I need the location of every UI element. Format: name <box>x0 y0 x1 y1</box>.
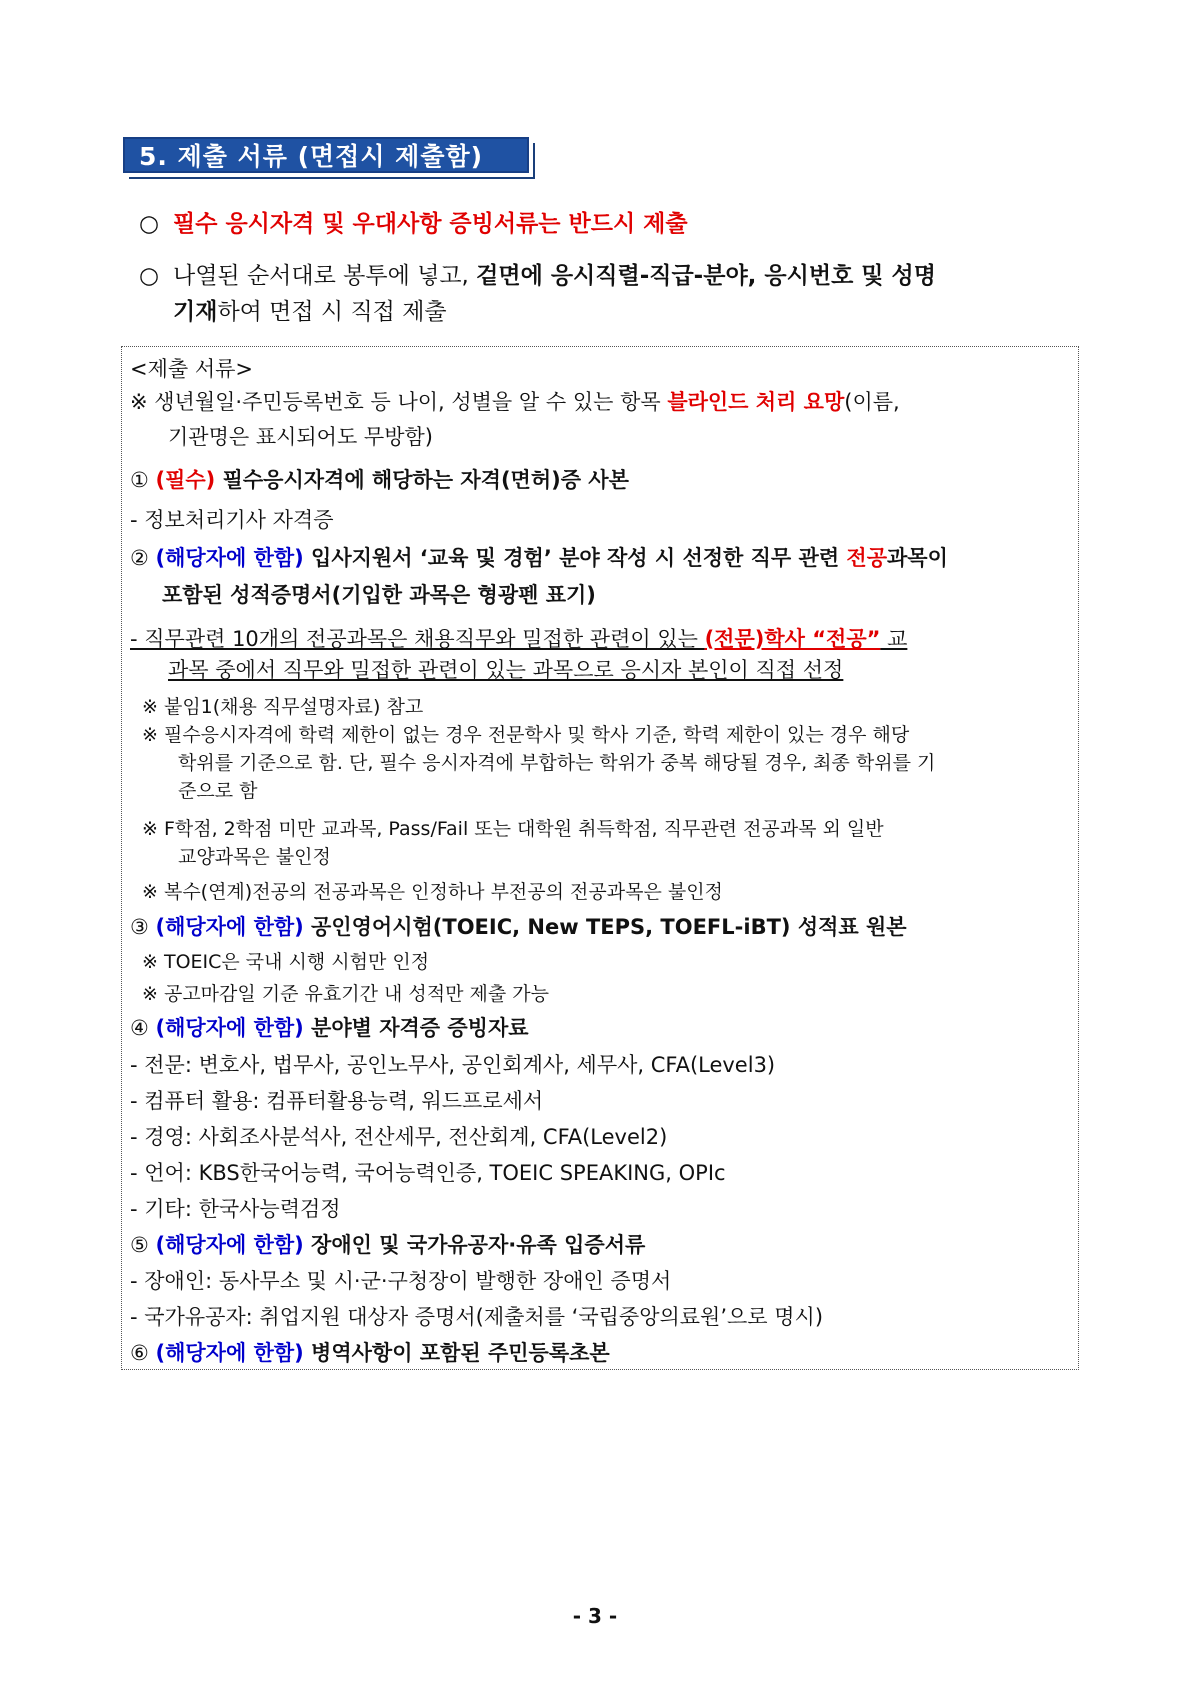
item-5 <box>130 1230 645 1261</box>
item-2-note3: ※ F학점, 2학점 미만 교과목, Pass/Fail 또는 대학원 취득학점, 직무관련 전공과목 외 일반 <box>142 818 884 840</box>
item-2-note3-cont: 교양과목은 불인정 <box>178 846 331 868</box>
item-4-title: 분야별 자격증 증빙자료 <box>303 1016 529 1040</box>
bullet-submission-cont <box>173 293 447 331</box>
item-5-tag: (해당자에 한함) <box>155 1233 304 1257</box>
item-2 <box>130 543 948 574</box>
item-4 <box>130 1013 529 1044</box>
item-2-title-b: 전공 <box>846 546 887 570</box>
item-1-num: ① <box>130 468 149 492</box>
item-4-sub: - 언어: KBS한국어능력, 국어능력인증, TOEIC SPEAKING, OPIc <box>130 1161 726 1185</box>
section-title: 5. 제출 서류 (면접시 제출함) <box>123 137 529 173</box>
note-blind-b: 블라인드 처리 요망 <box>667 390 845 414</box>
bullet-required-docs <box>139 205 688 243</box>
item-1-tag: (필수) <box>155 468 216 492</box>
item-2-sub1-c: 교 <box>880 627 908 651</box>
item-1 <box>130 465 629 496</box>
note-blind-a: ※ 생년월일·주민등록번호 등 나이, 성별을 알 수 있는 항목 <box>130 390 668 414</box>
item-2-tag: (해당자에 한함) <box>155 546 304 570</box>
item-2-sub1 <box>130 624 907 655</box>
item-3-note2: ※ 공고마감일 기준 유효기간 내 성적만 제출 가능 <box>142 983 549 1005</box>
item-5-sub2: - 국가유공자: 취업지원 대상자 증명서(제출처를 ‘국립중앙의료원’으로 명시) <box>130 1305 824 1329</box>
item-2-sub1-b: (전문)학사 “전공” <box>704 627 881 651</box>
circle-bullet-icon: ○ <box>139 263 160 289</box>
item-2-note1: ※ 붙임1(채용 직무설명자료) 참고 <box>142 696 424 718</box>
box-heading: <제출 서류> <box>130 357 254 381</box>
item-4-sub: - 경영: 사회조사분석사, 전산세무, 전산회계, CFA(Level2) <box>130 1125 668 1149</box>
bullet2-text-a: 나열된 순서대로 봉투에 넣고, <box>173 263 477 289</box>
item-3-tag: (해당자에 한함) <box>155 915 304 939</box>
item-4-sub: - 컴퓨터 활용: 컴퓨터활용능력, 워드프로세서 <box>130 1089 544 1113</box>
item-2-sub1-a: - 직무관련 10개의 전공과목은 채용직무와 밀접한 관련이 있는 <box>130 627 705 651</box>
bullet2-text-d: 하여 면접 시 직접 제출 <box>217 299 447 325</box>
item-2-note2-cont2: 준으로 함 <box>178 780 258 802</box>
item-4-num: ④ <box>130 1016 149 1040</box>
item-5-num: ⑤ <box>130 1233 149 1257</box>
item-2-note4: ※ 복수(연계)전공의 전공과목은 인정하나 부전공의 전공과목은 불인정 <box>142 881 723 903</box>
item-3-title: 공인영어시험(TOEIC, New TEPS, TOEFL-iBT) 성적표 원본 <box>303 915 907 939</box>
item-4-tag: (해당자에 한함) <box>155 1016 304 1040</box>
page-number: - 3 - <box>572 1604 618 1628</box>
circle-bullet-icon: ○ <box>139 211 160 237</box>
item-1-title: 필수응시자격에 해당하는 자격(면허)증 사본 <box>215 468 629 492</box>
item-2-sub1-cont: 과목 중에서 직무와 밀접한 관련이 있는 과목으로 응시자 본인이 직접 선정 <box>168 658 844 682</box>
item-6-title: 병역사항이 포함된 주민등록초본 <box>303 1341 610 1365</box>
note-blind-c: (이름, <box>844 390 900 414</box>
item-3-num: ③ <box>130 915 149 939</box>
item-3 <box>130 912 907 943</box>
item-6-tag: (해당자에 한함) <box>155 1341 304 1365</box>
note-blind <box>130 387 900 418</box>
item-2-note2: ※ 필수응시자격에 학력 제한이 없는 경우 전문학사 및 학사 기준, 학력 제한이 있는 경우 해당 <box>142 724 910 746</box>
item-2-cont: 포함된 성적증명서(기입한 과목은 형광펜 표기) <box>162 583 596 607</box>
item-4-sub: - 기타: 한국사능력검정 <box>130 1197 341 1221</box>
item-5-title: 장애인 및 국가유공자·유족 입증서류 <box>303 1233 646 1257</box>
item-2-note2-cont: 학위를 기준으로 함. 단, 필수 응시자격에 부합하는 학위가 중복 해당될 경우, 최종 학위를 기 <box>178 752 936 774</box>
bullet2-text-b: 겉면에 응시직렬-직급-분야, 응시번호 및 성명 <box>476 263 936 289</box>
item-4-sub: - 전문: 변호사, 법무사, 공인노무사, 공인회계사, 세무사, CFA(Level3) <box>130 1053 776 1077</box>
item-2-title-a: 입사지원서 ‘교육 및 경험’ 분야 작성 시 선정한 직무 관련 <box>303 546 847 570</box>
item-6-num: ⑥ <box>130 1341 149 1365</box>
item-5-sub1: - 장애인: 동사무소 및 시·군·구청장이 발행한 장애인 증명서 <box>130 1269 672 1293</box>
item-6 <box>130 1338 610 1369</box>
bullet2-text-c: 기재 <box>173 299 218 325</box>
item-2-num: ② <box>130 546 149 570</box>
note-blind-cont: 기관명은 표시되어도 무방함) <box>168 425 433 449</box>
item-2-title-c: 과목이 <box>887 546 948 570</box>
bullet-submission <box>139 257 936 295</box>
item-3-note1: ※ TOEIC은 국내 시행 시험만 인정 <box>142 951 430 973</box>
bullet1-text: 필수 응시자격 및 우대사항 증빙서류는 반드시 제출 <box>173 211 688 237</box>
item-1-sub: - 정보처리기사 자격증 <box>130 508 334 532</box>
